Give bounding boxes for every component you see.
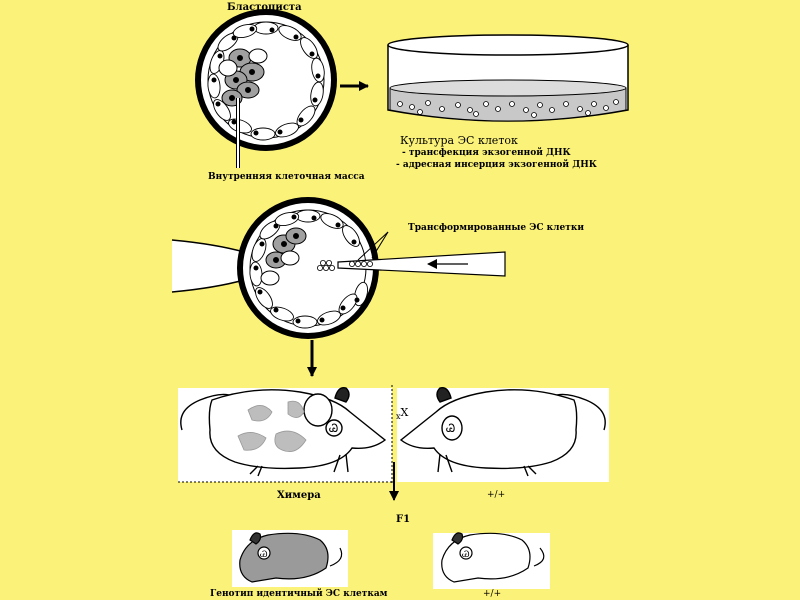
chimera-label: Химера [277,490,321,501]
es-culture-line-1: - трансфекция экзогенной ДНК [402,148,571,158]
inner-cell-mass-label: Внутренняя клеточная масса [208,172,365,182]
svg-text:Ꮚ: Ꮚ [260,550,268,560]
wild-type-offspring-label: +/+ [483,589,502,599]
transformed-cells-label: Трансформированные ЭС клетки [408,223,585,233]
genotype-es-label: Генотип идентичный ЭС клеткам [210,589,388,599]
cross-subscript: x [396,412,401,421]
es-culture-line-2: - адресная инсерция экзогенной ДНК [396,160,597,170]
blastocyst-top [198,12,334,168]
blastocyst-label: Бластоциста [227,2,302,13]
holding-pipette [172,240,244,292]
svg-text:Ꮚ: Ꮚ [462,550,470,560]
svg-text:Ꮚ: Ꮚ [446,422,456,435]
wild-type-parent-label: +/+ [487,490,506,500]
es-culture-title: Культура ЭС клеток [400,134,518,147]
cross-symbol: X [400,406,409,419]
svg-text:Ꮚ: Ꮚ [329,422,339,435]
cross-sign [396,406,408,421]
petri-dish [388,35,628,121]
f1-label: F1 [396,514,411,525]
